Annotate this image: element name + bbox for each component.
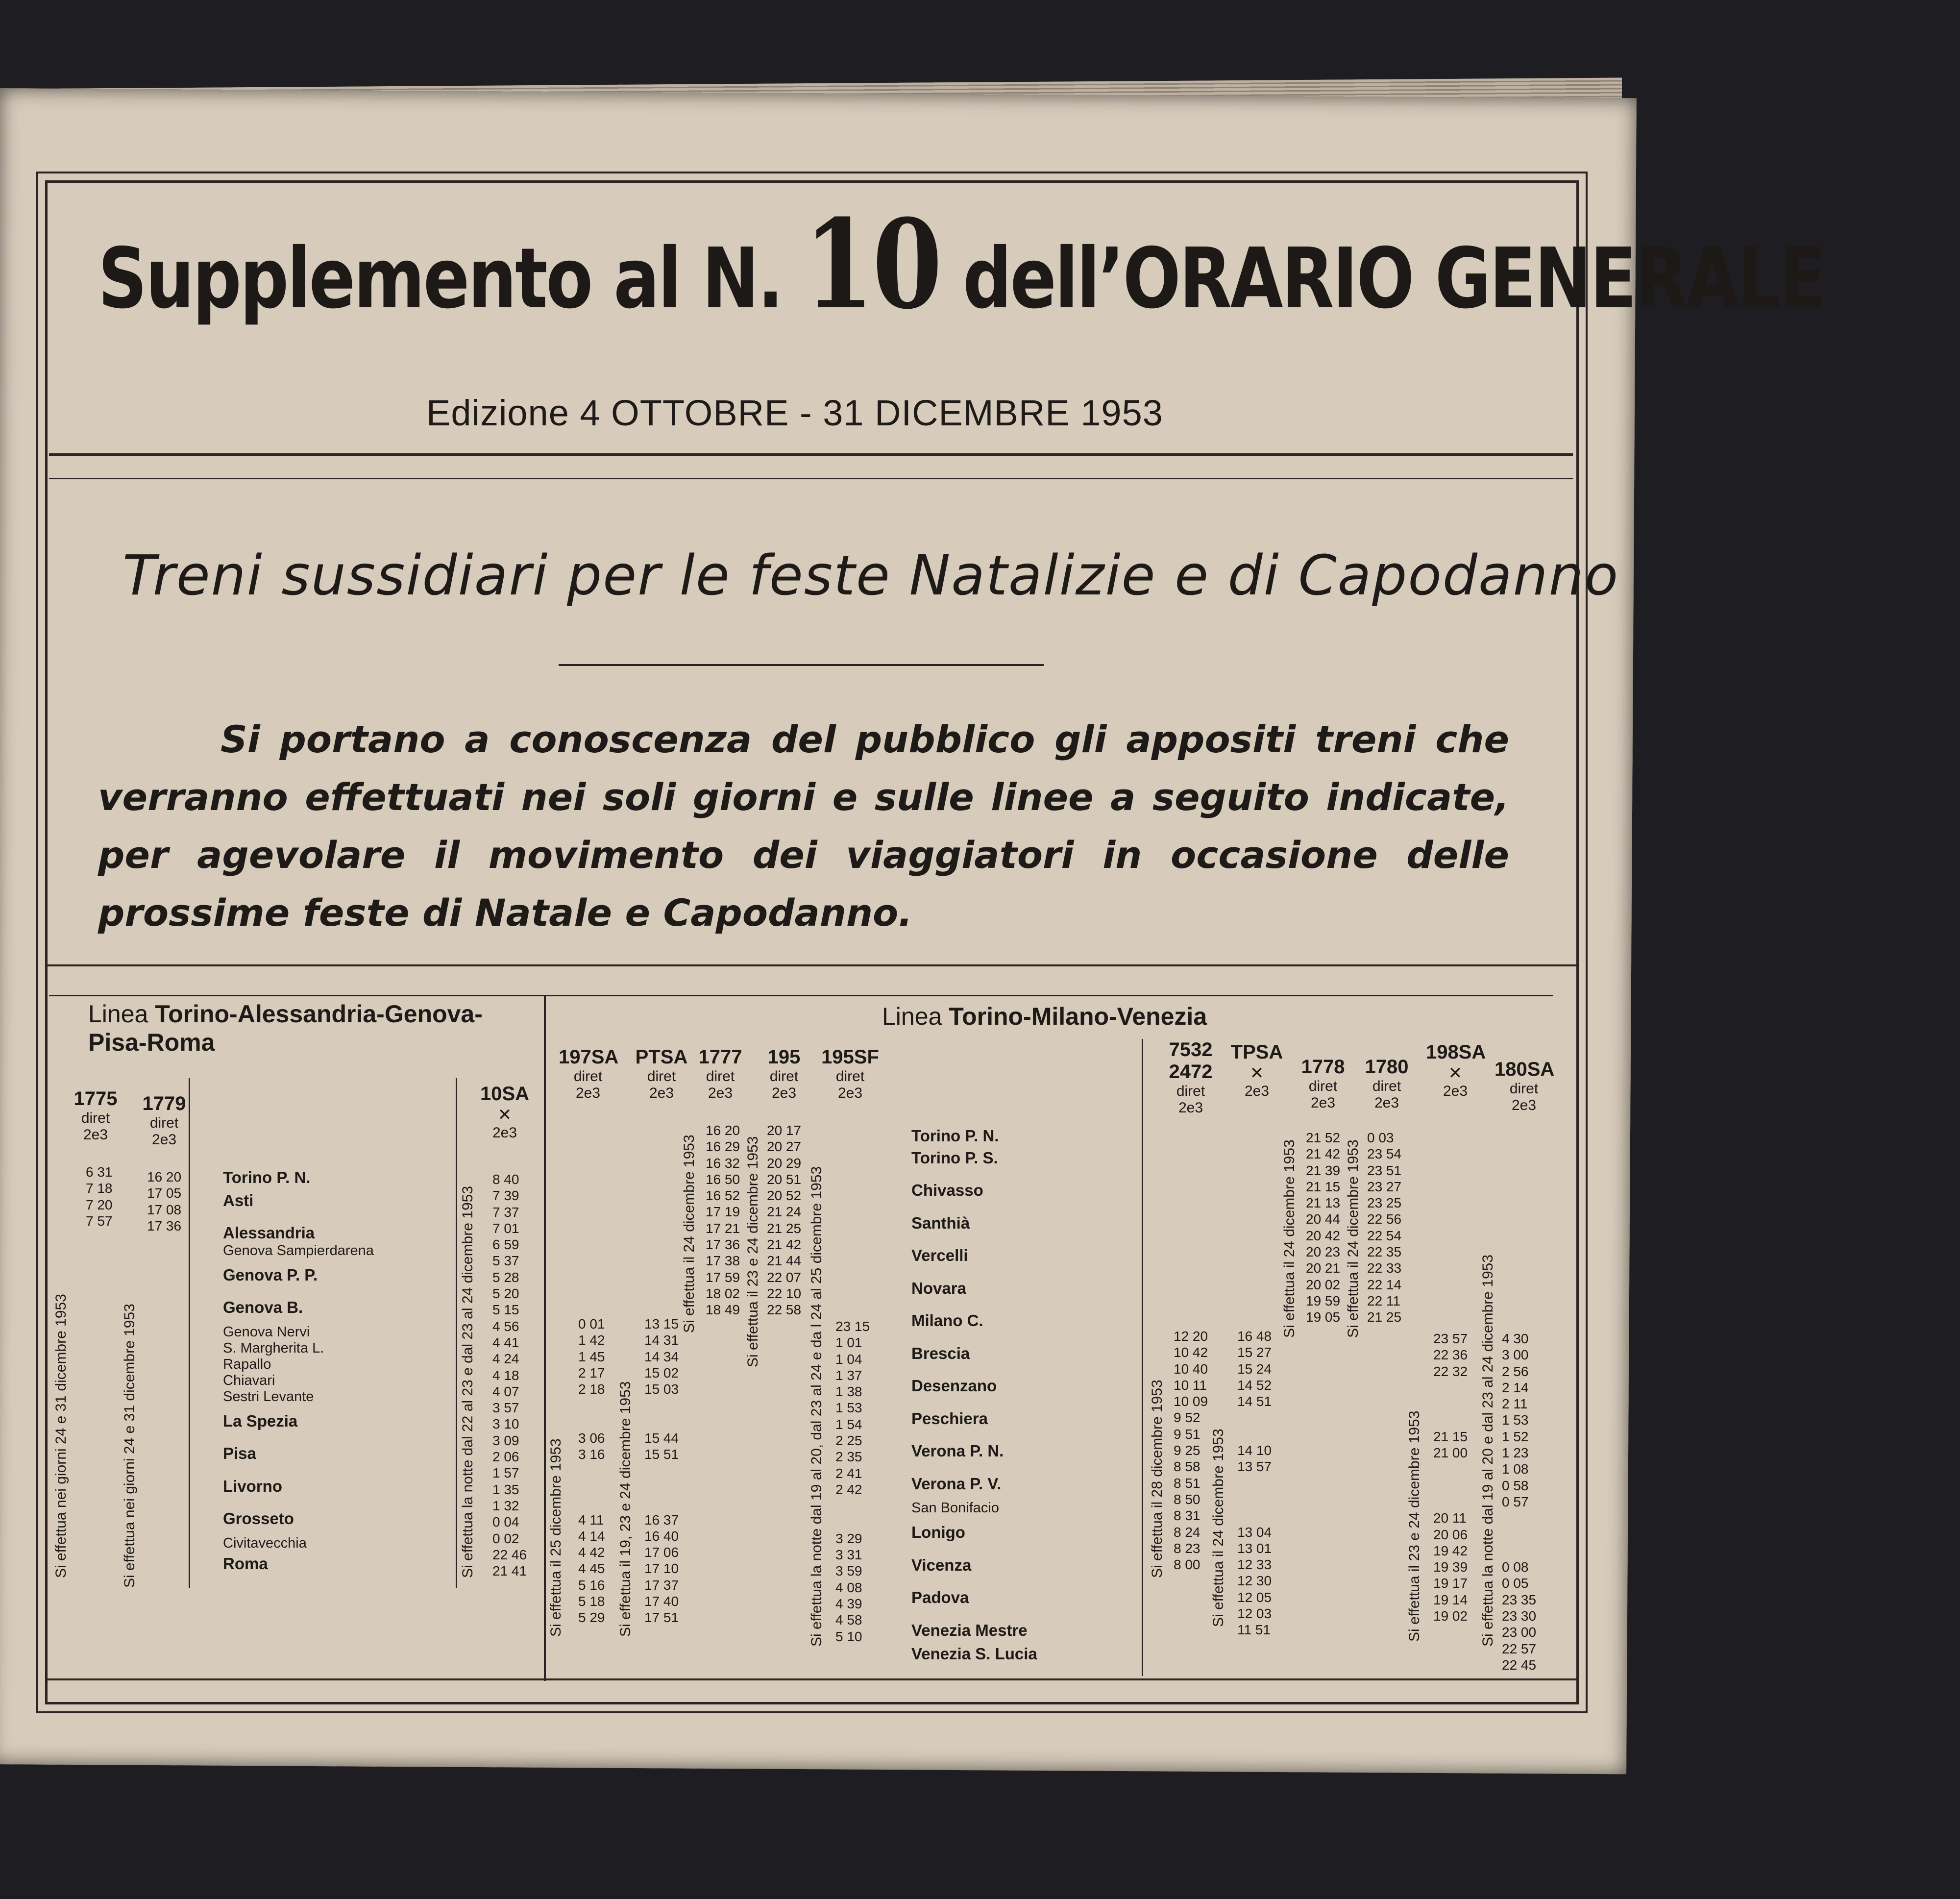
train-1775-note: Si effettua nei giorni 24 e 31 dicembre 1953 bbox=[53, 1294, 69, 1578]
station: Novara bbox=[911, 1279, 966, 1297]
station: Asti bbox=[223, 1191, 254, 1209]
times-7532: 12 20 10 42 10 40 10 11 10 09 9 52 9 51 9 25 8 58 8 51 8 50 8 31 8 24 8 23 8 00 bbox=[1174, 1329, 1208, 1573]
times-1778: 21 52 21 42 21 39 21 15 21 13 20 44 20 42 20 23 20 21 20 02 19 59 19 05 bbox=[1306, 1130, 1341, 1325]
heading-underline bbox=[559, 664, 1044, 666]
times-1780: 0 03 23 54 23 51 23 27 23 25 22 56 22 54 22 35 22 33 22 14 22 11 21 25 bbox=[1367, 1130, 1402, 1325]
station: Torino P. N. bbox=[911, 1127, 999, 1145]
station: Venezia Mestre bbox=[911, 1621, 1028, 1639]
title-prefix: Supplemento al N. bbox=[98, 230, 782, 327]
table-top-rule-2 bbox=[49, 995, 1553, 996]
header-divider-2 bbox=[49, 478, 1573, 479]
crossed-hammers-icon: ✕ bbox=[1250, 1064, 1264, 1083]
times-197SA: 0 01 1 42 1 45 2 17 2 18 3 06 3 16 4 11 4 14 4 42 4 45 5 16 5 18 5 29 bbox=[578, 1316, 605, 1626]
train-198SA-header: 198SA ✕ 2e3 bbox=[1426, 1041, 1486, 1099]
times-TPSA: 16 48 15 27 15 24 14 52 14 51 14 10 13 57 13 04 13 01 12 33 12 30 12 05 12 03 11 51 bbox=[1237, 1329, 1272, 1638]
crossed-hammers-icon: ✕ bbox=[497, 1106, 512, 1124]
station: Chivasso bbox=[911, 1181, 983, 1199]
station: Vicenza bbox=[911, 1555, 972, 1574]
train-197SA-note: Si effettua il 25 dicembre 1953 bbox=[548, 1438, 564, 1637]
station: Brescia bbox=[911, 1344, 970, 1362]
train-195SF-note: Si effettua la notte dal 19 al 20, dal 23 al 24 e da l 24 al 25 dicembre 1953 bbox=[808, 1166, 825, 1647]
station: Peschiera bbox=[911, 1409, 988, 1428]
train-197SA-header: 197SA diret 2e3 bbox=[559, 1046, 619, 1101]
station: Torino P. S. bbox=[911, 1148, 998, 1167]
times-1775: 6 31 7 18 7 20 7 57 bbox=[86, 1164, 113, 1229]
intro-paragraph: Si portano a conoscenza del pubblico gli appositi treni che verranno effettuati nei soli giorni e sulle linee a seguito indicate, per agevolare il movimento dei viaggiatori in occasione delle prossime feste di Natale e Capodanno. bbox=[98, 717, 1509, 935]
train-1777-note: Si effettua il 24 dicembre 1953 bbox=[681, 1134, 697, 1333]
station: Desenzano bbox=[911, 1377, 997, 1395]
station: Lonigo bbox=[911, 1523, 965, 1541]
left-col-rule bbox=[189, 1078, 190, 1588]
train-1780-note: Si effettua il 24 dicembre 1953 bbox=[1345, 1139, 1361, 1338]
train-198SA-note: Si effettua il 23 e 24 dicembre 1953 bbox=[1406, 1410, 1422, 1642]
station: Verona P. V. bbox=[911, 1474, 1002, 1493]
times-10SA: 8 40 7 39 7 37 7 01 6 59 5 37 5 28 5 20 5 15 4 56 4 41 4 24 4 18 4 07 3 57 3 10 3 09 2 06 1 57 1 35 1 32 0 04 0 02 22 46 21 41 bbox=[492, 1172, 527, 1579]
train-7532-header: 7532 2472 diret 2e3 bbox=[1169, 1039, 1213, 1116]
times-PTSA: 13 15 14 31 14 34 15 02 15 03 15 44 15 51 16 37 16 40 17 06 17 10 17 37 17 40 17 51 bbox=[644, 1316, 679, 1626]
train-195SF-header: 195SF diret 2e3 bbox=[821, 1046, 879, 1101]
right-station-list bbox=[911, 1120, 1127, 1671]
station: Chiavari bbox=[223, 1372, 275, 1388]
train-TPSA-note: Si effettua il 24 dicembre 1953 bbox=[1210, 1429, 1226, 1627]
times-195: 20 17 20 27 20 29 20 51 20 52 21 24 21 25 21 42 21 44 22 07 22 10 22 58 bbox=[767, 1123, 802, 1318]
train-TPSA-header: TPSA ✕ 2e3 bbox=[1230, 1041, 1283, 1099]
train-1775-header: 1775 diret 2e3 bbox=[74, 1088, 118, 1143]
station: Verona P. N. bbox=[911, 1442, 1004, 1460]
train-180SA-note: Si effettua la notte dal 19 al 20 e dal 23 al 24 dicembre 1953 bbox=[1480, 1254, 1496, 1647]
left-col-rule bbox=[456, 1078, 457, 1588]
station: Pisa bbox=[223, 1444, 256, 1462]
station: La Spezia bbox=[223, 1411, 298, 1430]
station: Genova B. bbox=[223, 1298, 303, 1316]
train-PTSA-header: PTSA diret 2e3 bbox=[635, 1046, 688, 1101]
title-number: 10 bbox=[804, 192, 941, 336]
station: Torino P. N. bbox=[223, 1168, 311, 1186]
station: Milano C. bbox=[911, 1311, 983, 1330]
train-10SA-note: Si effettua la notte dal 22 al 23 e dal 23 al 24 dicembre 1953 bbox=[460, 1185, 476, 1578]
station: Venezia S. Lucia bbox=[911, 1645, 1037, 1663]
times-195SF: 23 15 1 01 1 04 1 37 1 38 1 53 1 54 2 25 2 35 2 41 2 42 3 29 3 31 3 59 4 08 4 39 4 58 5 10 bbox=[835, 1319, 870, 1644]
train-1780-header: 1780 diret 2e3 bbox=[1365, 1056, 1409, 1111]
station: S. Margherita L. bbox=[223, 1340, 324, 1356]
station: Grosseto bbox=[223, 1509, 294, 1528]
crossed-hammers-icon: ✕ bbox=[1448, 1064, 1463, 1083]
section-heading: Treni sussidiari per le feste Natalizie e di Capodanno bbox=[122, 544, 1619, 608]
station: Padova bbox=[911, 1588, 969, 1606]
train-1777-header: 1777 diret 2e3 bbox=[698, 1046, 742, 1101]
station: Sestri Levante bbox=[223, 1388, 314, 1405]
train-PTSA-note: Si effettua il 19, 23 e 24 dicembre 1953 bbox=[617, 1381, 634, 1637]
train-195-header: 195 diret 2e3 bbox=[767, 1046, 801, 1101]
times-198SA: 23 57 22 36 22 32 21 15 21 00 20 11 20 06 19 42 19 39 19 17 19 14 19 02 bbox=[1433, 1331, 1468, 1624]
station: Genova Nervi bbox=[223, 1324, 310, 1340]
table-top-rule bbox=[45, 964, 1576, 966]
station: San Bonifacio bbox=[911, 1500, 999, 1516]
left-line-title: Linea Torino-Alessandria-Genova-Pisa-Roma bbox=[88, 1000, 483, 1056]
station: Genova Sampierdarena bbox=[223, 1242, 374, 1258]
train-1778-header: 1778 diret 2e3 bbox=[1301, 1056, 1345, 1111]
table-bottom-rule bbox=[45, 1678, 1576, 1680]
station: Genova P. P. bbox=[223, 1265, 318, 1284]
train-195-note: Si effettua il 23 e 24 dicembre 1953 bbox=[745, 1136, 761, 1367]
station: Roma bbox=[223, 1554, 268, 1573]
title-suffix: dell’ORARIO GENERALE bbox=[962, 230, 1825, 327]
table-separator bbox=[544, 995, 546, 1681]
header-divider bbox=[49, 453, 1573, 456]
times-1777: 16 20 16 29 16 32 16 50 16 52 17 19 17 21 17 36 17 38 17 59 18 02 18 49 bbox=[706, 1123, 740, 1318]
station: Vercelli bbox=[911, 1246, 968, 1264]
right-col-rule bbox=[1142, 1039, 1143, 1676]
station: Alessandria bbox=[223, 1224, 315, 1242]
train-180SA-header: 180SA diret 2e3 bbox=[1494, 1059, 1555, 1113]
times-1779: 16 20 17 05 17 08 17 36 bbox=[147, 1169, 182, 1233]
train-1779-note: Si effettua nei giorni 24 e 31 dicembre 1953 bbox=[122, 1304, 138, 1588]
right-line-name: Torino-Milano-Venezia bbox=[949, 1003, 1207, 1030]
station: Livorno bbox=[223, 1477, 282, 1495]
times-180SA: 4 30 3 00 2 56 2 14 2 11 1 53 1 52 1 23 1 08 0 58 0 57 0 08 0 05 23 35 23 30 23 00 22 57 22 45 bbox=[1502, 1331, 1537, 1673]
station: Rapallo bbox=[223, 1356, 271, 1372]
station: Santhià bbox=[911, 1213, 970, 1232]
left-station-list bbox=[223, 1161, 448, 1580]
train-10SA-header: 10SA ✕ 2e3 bbox=[475, 1083, 534, 1141]
left-line-name: Torino-Alessandria-Genova-Pisa-Roma bbox=[88, 1000, 483, 1056]
station: Civitavecchia bbox=[223, 1535, 307, 1551]
right-line-title: Linea Torino-Milano-Venezia bbox=[882, 1003, 1207, 1030]
train-1779-header: 1779 diret 2e3 bbox=[142, 1093, 186, 1148]
train-7532-note: Si effettua il 28 dicembre 1953 bbox=[1149, 1380, 1165, 1578]
train-1778-note: Si effettua il 24 dicembre 1953 bbox=[1281, 1139, 1298, 1338]
page-title bbox=[98, 192, 1825, 336]
edition-line: Edizione 4 OTTOBRE - 31 DICEMBRE 1953 bbox=[426, 393, 1163, 433]
